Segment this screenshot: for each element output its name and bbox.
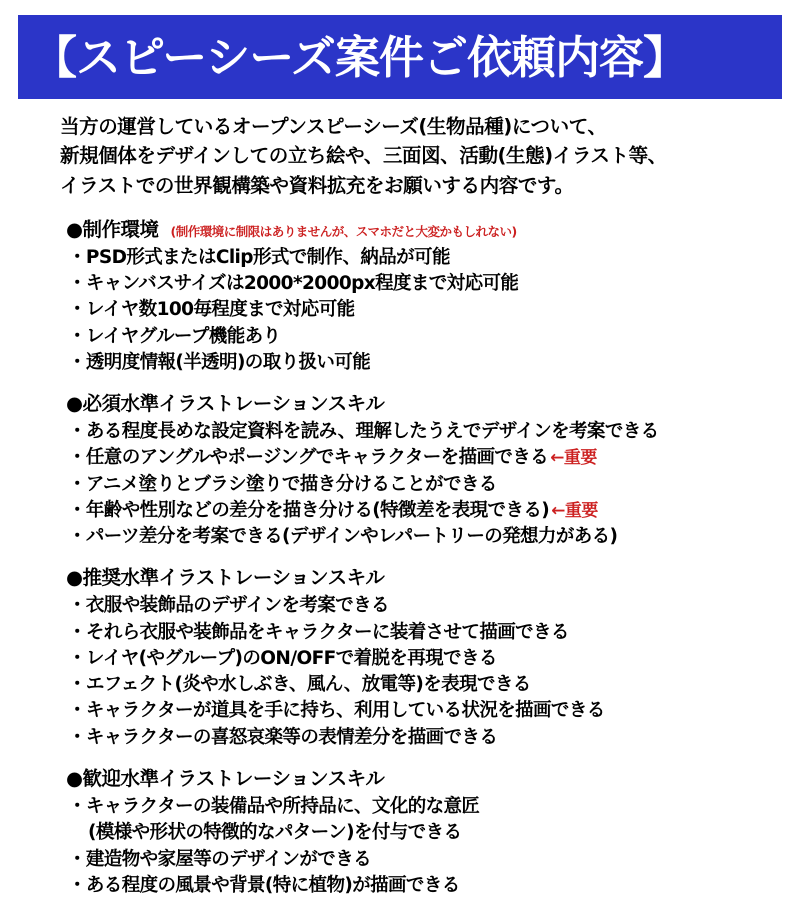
list-item (88, 820, 760, 846)
list-item (68, 350, 760, 376)
list-item-text: ・レイヤ数100毎程度まで対応可能 (68, 299, 355, 321)
section-recommended-skills (60, 562, 760, 751)
section-heading (66, 388, 760, 416)
list-item (68, 419, 760, 445)
section-heading (66, 214, 760, 242)
list-item-text: ・ある程度長めな設定資料を読み、理解したうえでデザインを考案できる (68, 421, 659, 443)
intro-paragraph (60, 112, 760, 200)
list-item-text: ・キャラクターが道具を手に持ち、利用している状況を描画できる (68, 700, 605, 722)
page-title: 【スピーシーズ案件ご依頼内容】 (32, 30, 688, 84)
intro-line-1: 当方の運営しているオープンスピーシーズ(生物品種)について、 (60, 115, 607, 138)
list-item (68, 498, 760, 524)
list-item (68, 646, 760, 672)
list-item-text: ・透明度情報(半透明)の取り扱い可能 (68, 351, 371, 373)
list-item (68, 847, 760, 873)
list-item (68, 324, 760, 350)
list-item (68, 794, 760, 820)
list-item (68, 245, 760, 271)
list-item (68, 297, 760, 323)
title-banner (18, 15, 782, 99)
list-item (68, 725, 760, 751)
section-heading-label: ●制作環境 (66, 217, 159, 241)
document-body (0, 112, 800, 911)
list-item-text: ・キャンバスサイズは2000*2000px程度まで対応可能 (68, 273, 519, 295)
section-required-skills (60, 388, 760, 550)
section-heading (66, 763, 760, 791)
emphasis-marker: ←重要 (550, 448, 597, 469)
list-item-text: ・PSD形式またはClip形式で制作、納品が可能 (68, 246, 450, 268)
list-item-text: ・任意のアングルやポージングでキャラクターを描画できる (68, 447, 549, 469)
section-note: (制作環境に制限はありませんが、スマホだと大変かもしれない) (170, 223, 517, 239)
section-heading-label: ●必須水準イラストレーションスキル (66, 392, 385, 416)
list-item-text: ・レイヤグループ機能あり (68, 325, 281, 347)
list-item-text: ・エフェクト(炎や水しぶき、風ん、放電等)を表現できる (68, 674, 531, 696)
list-item (68, 524, 760, 550)
list-item (68, 472, 760, 498)
list-item-text: (模様や形状の特徴的なパターン)を付与できる (88, 822, 462, 844)
list-item (68, 698, 760, 724)
list-item-text: ・年齢や性別などの差分を描き分ける(特徴差を表現できる) (68, 499, 550, 521)
list-item-text: ・ある程度の風景や背景(特に植物)が描画できる (68, 874, 460, 896)
list-item (68, 620, 760, 646)
section-production-environment (60, 214, 760, 376)
list-item-text: ・それら衣服や装飾品をキャラクターに装着させて描画できる (68, 621, 569, 643)
section-heading-label: ●歓迎水準イラストレーションスキル (66, 767, 385, 790)
emphasis-marker: ←重要 (551, 500, 598, 521)
list-item-text: ・衣服や装飾品のデザインを考案できる (68, 595, 389, 617)
list-item (68, 593, 760, 619)
list-item-text: ・キャラクターの装備品や所持品に、文化的な意匠 (68, 796, 480, 817)
list-item-text: ・建造物や家屋等のデザインができる (68, 848, 372, 870)
intro-line-3: イラストでの世界観構築や資料拡充をお願いする内容です。 (60, 173, 574, 197)
list-item-text: ・アニメ塗りとブラシ塗りで描き分けることができる (68, 473, 497, 495)
list-item (68, 873, 760, 899)
list-item-text: ・レイヤ(やグループ)のON/OFFで着脱を再現できる (68, 647, 497, 669)
list-item-text: ・パーツ差分を考案できる(デザインやレパートリーの発想力がある) (68, 526, 618, 548)
section-heading (66, 562, 760, 590)
list-item (68, 445, 760, 471)
section-welcome-skills (60, 763, 760, 899)
list-item (68, 271, 760, 297)
list-item-text: ・キャラクターの喜怒哀楽等の表情差分を描画できる (68, 726, 498, 748)
list-item (68, 672, 760, 698)
intro-line-2: 新規個体をデザインしての立ち絵や、三面図、活動(生態)イラスト等、 (60, 144, 667, 168)
section-heading-label: ●推奨水準イラストレーションスキル (66, 566, 385, 590)
